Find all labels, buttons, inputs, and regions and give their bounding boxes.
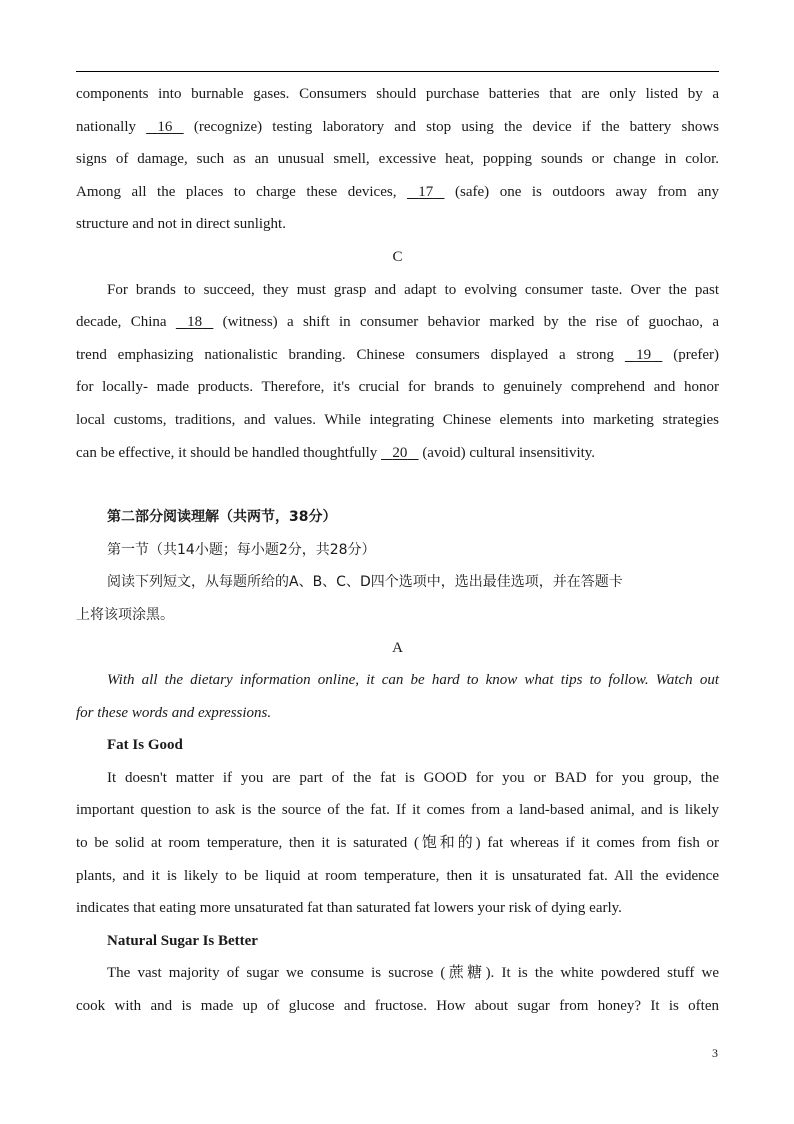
blank-18: 18: [187, 314, 203, 331]
text-line: For brands to succeed, they must grasp and adapt to evolving consumer taste. Over the past: [107, 281, 719, 298]
text-line: can be effective, it should be handled thoughtfully 20 (avoid) cultural insensitivity.: [76, 437, 719, 470]
instruction-line: 阅读下列短文，从每题所给的A、B、C、D四个选项中，选出最佳选项，并在答题卡: [107, 574, 623, 591]
instruction-line: 上将该项涂黑。: [76, 606, 174, 623]
section-heading: 第一节（共14小题；每小题2分，共28分）: [107, 541, 376, 558]
text-line: for locally- made products. Therefore, it's crucial for brands to genuinely comprehend and honor: [76, 379, 719, 396]
page-number: 3: [712, 1046, 718, 1060]
section-label-c: C: [392, 248, 403, 265]
text-line: nationally 16 (recognize) testing laboratory and stop using the device if the battery shows: [76, 111, 719, 144]
part-heading: 第二部分阅读理解（共两节，38分）: [107, 509, 337, 526]
text-line: structure and not in direct sunlight.: [76, 216, 286, 233]
text-line: to be solid at room temperature, then it is saturated (饱和的) fat whereas if it comes from fish or: [76, 835, 719, 852]
text-line: components into burnable gases. Consumers should purchase batteries that are only listed by a: [76, 86, 719, 102]
blank-20: 20: [392, 444, 408, 461]
blank-16: 16: [157, 118, 173, 135]
text-line: indicates that eating more unsaturated fat than saturated fat lowers your risk of dying early.: [76, 900, 622, 917]
subheading-sugar: Natural Sugar Is Better: [107, 932, 258, 949]
header-rule: [76, 71, 719, 72]
blank-19: 19: [636, 346, 652, 363]
intro-line: for these words and expressions.: [76, 704, 272, 721]
text-line: Among all the places to charge these devices, 17 (safe) one is outdoors away from any: [76, 176, 719, 209]
text-line: It doesn't matter if you are part of the fat is GOOD for you or BAD for you group, the: [107, 769, 719, 786]
text-line: important question to ask is the source of the fat. If it comes from a land-based animal, and is likely: [76, 802, 719, 819]
page-body: [76, 78, 719, 1023]
text-line: cook with and is made up of glucose and fructose. How about sugar from honey? It is often: [76, 998, 719, 1015]
subheading-fat: Fat Is Good: [107, 737, 183, 754]
text-line: decade, China 18 (witness) a shift in consumer behavior marked by the rise of guochao, a: [76, 306, 719, 339]
text-line: local customs, traditions, and values. While integrating Chinese elements into marketing strategies: [76, 411, 719, 428]
text-line: plants, and it is likely to be liquid at room temperature, then it is unsaturated fat. All the evidence: [76, 867, 719, 884]
intro-line: With all the dietary information online, it can be hard to know what tips to follow. Watch out: [107, 672, 719, 689]
text-line: The vast majority of sugar we consume is sucrose (蔗糖). It is the white powdered stuff we: [107, 965, 719, 982]
text-line: trend emphasizing nationalistic branding. Chinese consumers displayed a strong 19 (prefer): [76, 339, 719, 372]
blank-17: 17: [418, 183, 434, 200]
section-label-a: A: [392, 639, 403, 656]
text-line: signs of damage, such as an unusual smell, excessive heat, popping sounds or change in color.: [76, 151, 719, 168]
